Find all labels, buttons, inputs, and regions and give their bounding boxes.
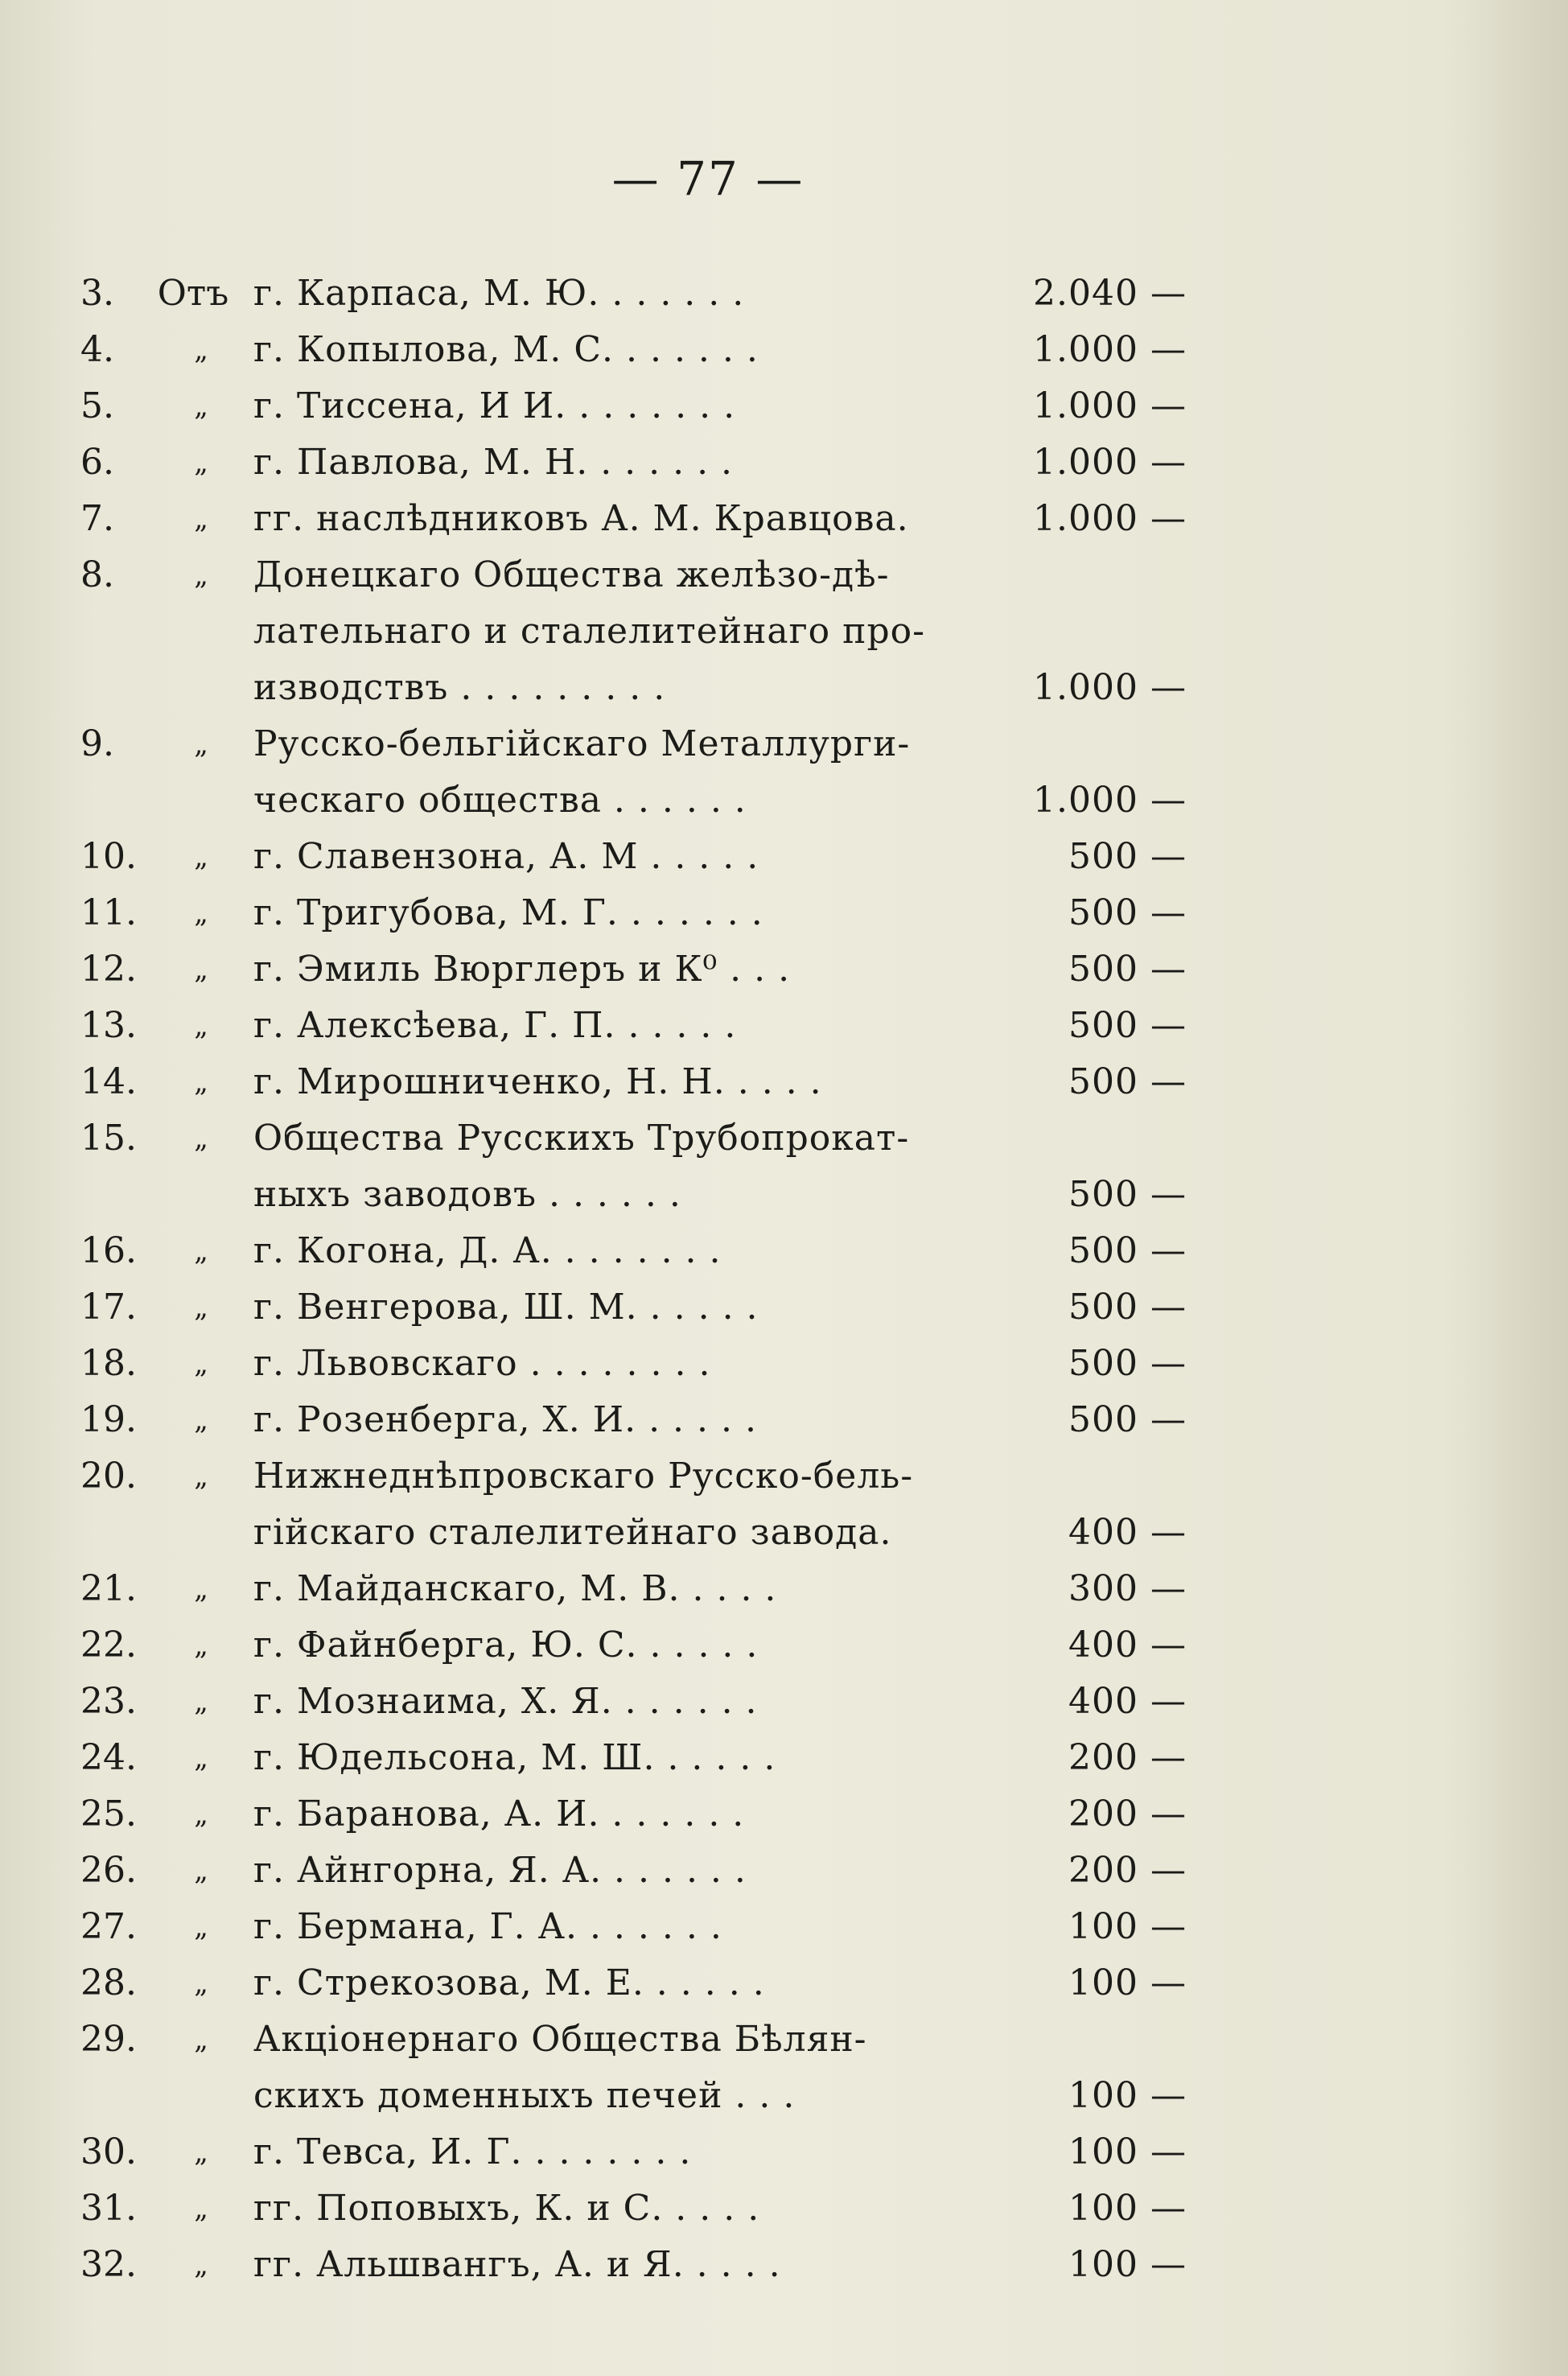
entry-amount: 400 [1068, 1624, 1138, 1666]
ditto-mark: „ [194, 1629, 208, 1662]
entry-dash: — [1150, 1624, 1186, 1666]
ditto-mark: „ [194, 390, 208, 422]
entry-number: 4. [80, 329, 114, 370]
entry-dash: — [1150, 442, 1186, 483]
list-item [80, 2124, 1186, 2180]
entry-name: ческаго общества . . . . . . [253, 780, 747, 821]
list-item [80, 1617, 1186, 1674]
entry-number: 14. [80, 1061, 137, 1102]
list-item [80, 1110, 1159, 1167]
entry-number: 5. [80, 385, 114, 426]
list-item [80, 1448, 1159, 1505]
entry-dash: — [1150, 1512, 1186, 1553]
entry-amount: 1.000 [1033, 498, 1138, 539]
entry-dash: — [1150, 1061, 1186, 1102]
entry-dash: — [1150, 949, 1186, 990]
entry-number: 24. [80, 1737, 137, 1778]
entry-amount: 100 [1068, 1962, 1138, 2003]
entry-name: гг. Поповыхъ, К. и С. . . . . [253, 2188, 760, 2229]
list-item [80, 1279, 1186, 1336]
entry-name: изводствъ . . . . . . . . . [253, 667, 666, 708]
entry-name: г. Юдельсона, М. Ш. . . . . . [253, 1737, 776, 1778]
entry-amount: 100 [1068, 2188, 1138, 2229]
entry-number: 3. [80, 273, 114, 314]
entry-name: скихъ доменныхъ печей . . . [253, 2075, 796, 2116]
entry-name: г. Айнгорна, Я. А. . . . . . . [253, 1850, 747, 1891]
entry-amount: 1.000 [1033, 329, 1138, 370]
entry-number: 12. [80, 949, 137, 990]
ditto-mark: „ [194, 1911, 208, 1943]
ditto-mark: „ [194, 1573, 208, 1605]
list-item [80, 716, 1159, 772]
list-item [80, 378, 1186, 434]
entry-dash: — [1150, 2188, 1186, 2229]
entry-number: 32. [80, 2244, 137, 2285]
entry-name: г. Бермана, Г. А. . . . . . . [253, 1906, 722, 1947]
entry-name: г. Копылова, М. С. . . . . . . [253, 329, 759, 370]
ditto-mark: „ [194, 1967, 208, 1999]
list-item [80, 829, 1186, 885]
entry-amount: 500 [1068, 1343, 1138, 1384]
entry-dash: — [1150, 1005, 1186, 1046]
entry-amount: 2.040 [1033, 273, 1138, 314]
list-item [80, 547, 1159, 603]
entry-amount: 1.000 [1033, 667, 1138, 708]
entry-number: 22. [80, 1624, 137, 1666]
list-item [80, 1674, 1186, 1730]
entry-number: 11. [80, 892, 137, 933]
ditto-mark: „ [194, 2193, 208, 2225]
entry-name: г. Баранова, А. И. . . . . . . [253, 1793, 745, 1835]
entry-number: 9. [80, 723, 114, 764]
entry-amount: 400 [1068, 1512, 1138, 1553]
entry-name: г. Файнберга, Ю. С. . . . . . [253, 1624, 759, 1666]
list-item [80, 1730, 1186, 1786]
ditto-mark: „ [194, 1855, 208, 1887]
entry-name: г. Мирошниченко, Н. Н. . . . . [253, 1061, 822, 1102]
entry-dash: — [1150, 1343, 1186, 1384]
ditto-mark: „ [194, 559, 208, 591]
ditto-mark: Отъ [157, 273, 229, 314]
entry-dash: — [1150, 2244, 1186, 2285]
entry-number: 23. [80, 1681, 137, 1722]
entry-amount: 500 [1068, 892, 1138, 933]
list-item [80, 603, 1159, 660]
entry-dash: — [1150, 1399, 1186, 1440]
ditto-mark: „ [194, 447, 208, 479]
ditto-mark: „ [194, 897, 208, 929]
page-number: — 77 — [611, 151, 805, 206]
entry-name: Донецкаго Общества желѣзо-дѣ- [253, 554, 890, 595]
list-item [80, 1223, 1186, 1279]
entry-number: 13. [80, 1005, 137, 1046]
entry-dash: — [1150, 2131, 1186, 2172]
entry-number: 25. [80, 1793, 137, 1835]
ditto-mark: „ [194, 953, 208, 986]
entry-number: 17. [80, 1287, 137, 1328]
entry-amount: 400 [1068, 1681, 1138, 1722]
list-item [80, 434, 1186, 491]
entry-name: Русско-бельгійскаго Металлурги- [253, 723, 911, 764]
entry-dash: — [1150, 385, 1186, 426]
entry-dash: — [1150, 1793, 1186, 1835]
entry-number: 8. [80, 554, 114, 595]
ditto-mark: „ [194, 1066, 208, 1098]
entry-amount: 200 [1068, 1850, 1138, 1891]
entry-name: г. Эмиль Вюрглеръ и К⁰ . . . [253, 949, 791, 990]
list-item [80, 2012, 1159, 2068]
entry-number: 16. [80, 1230, 137, 1271]
entry-number: 29. [80, 2019, 137, 2060]
entry-number: 19. [80, 1399, 137, 1440]
entry-name: г. Венгерова, Ш. М. . . . . . [253, 1287, 759, 1328]
entry-dash: — [1150, 836, 1186, 877]
entry-amount: 500 [1068, 1230, 1138, 1271]
entry-dash: — [1150, 667, 1186, 708]
entry-number: 7. [80, 498, 114, 539]
entry-number: 30. [80, 2131, 137, 2172]
entry-name: ныхъ заводовъ . . . . . . [253, 1174, 681, 1215]
entry-number: 31. [80, 2188, 137, 2229]
entry-name: Общества Русскихъ Трубопрокат- [253, 1118, 910, 1159]
ditto-mark: „ [194, 1404, 208, 1436]
entry-number: 18. [80, 1343, 137, 1384]
entry-dash: — [1150, 2075, 1186, 2116]
list-item [80, 1505, 1186, 1561]
entry-dash: — [1150, 498, 1186, 539]
list-item [80, 660, 1186, 716]
entry-amount: 300 [1068, 1568, 1138, 1609]
entry-amount: 100 [1068, 2131, 1138, 2172]
entry-name: г. Розенберга, Х. И. . . . . . [253, 1399, 757, 1440]
list-item [80, 1843, 1186, 1899]
entry-name: г. Тиссена, И И. . . . . . . . [253, 385, 736, 426]
entry-number: 26. [80, 1850, 137, 1891]
entry-dash: — [1150, 1287, 1186, 1328]
entry-amount: 100 [1068, 1906, 1138, 1947]
ditto-mark: „ [194, 1348, 208, 1380]
list-item [80, 266, 1186, 322]
entry-name: г. Тевса, И. Г. . . . . . . . [253, 2131, 692, 2172]
donor-list [80, 266, 1186, 2293]
entry-number: 27. [80, 1906, 137, 1947]
entry-name: г. Стрекозова, М. Е. . . . . . [253, 1962, 765, 2003]
list-item [80, 1054, 1186, 1110]
ditto-mark: „ [194, 2136, 208, 2168]
list-item [80, 1899, 1186, 1955]
entry-dash: — [1150, 329, 1186, 370]
entry-name: г. Львовскаго . . . . . . . . [253, 1343, 711, 1384]
entry-name: г. Павлова, М. Н. . . . . . . [253, 442, 734, 483]
ditto-mark: „ [194, 841, 208, 873]
list-item [80, 1336, 1186, 1392]
entry-name: Нижнеднѣпровскаго Русско-бель- [253, 1456, 914, 1497]
list-item [80, 322, 1186, 378]
ditto-mark: „ [194, 1798, 208, 1830]
entry-name: г. Карпаса, М. Ю. . . . . . . [253, 273, 745, 314]
list-item [80, 1561, 1186, 1617]
entry-dash: — [1150, 1230, 1186, 1271]
list-item [80, 998, 1186, 1054]
entry-amount: 1.000 [1033, 442, 1138, 483]
entry-number: 28. [80, 1962, 137, 2003]
list-item [80, 1955, 1186, 2012]
entry-dash: — [1150, 1962, 1186, 2003]
entry-number: 10. [80, 836, 137, 877]
entry-number: 6. [80, 442, 114, 483]
entry-amount: 100 [1068, 2244, 1138, 2285]
entry-dash: — [1150, 1850, 1186, 1891]
ditto-mark: „ [194, 2249, 208, 2281]
ditto-mark: „ [194, 1460, 208, 1493]
entry-amount: 1.000 [1033, 780, 1138, 821]
entry-name: гг. Альшвангъ, А. и Я. . . . . [253, 2244, 781, 2285]
ditto-mark: „ [194, 2024, 208, 2056]
entry-dash: — [1150, 1174, 1186, 1215]
entry-amount: 500 [1068, 1287, 1138, 1328]
entry-amount: 100 [1068, 2075, 1138, 2116]
list-item [80, 491, 1186, 547]
entry-name: лательнаго и сталелитейнаго про- [253, 611, 925, 652]
entry-dash: — [1150, 273, 1186, 314]
entry-amount: 500 [1068, 1399, 1138, 1440]
list-item [80, 2068, 1186, 2124]
ditto-mark: „ [194, 503, 208, 535]
list-item [80, 2180, 1186, 2237]
ditto-mark: „ [194, 728, 208, 760]
entry-name: гг. наслѣдниковъ А. М. Кравцова. [253, 498, 909, 539]
list-item [80, 2237, 1186, 2293]
ditto-mark: „ [194, 334, 208, 366]
ditto-mark: „ [194, 1742, 208, 1774]
list-item [80, 1786, 1186, 1843]
entry-amount: 500 [1068, 1174, 1138, 1215]
entry-amount: 500 [1068, 949, 1138, 990]
entry-name: г. Тригубова, М. Г. . . . . . . [253, 892, 763, 933]
ditto-mark: „ [194, 1291, 208, 1324]
ditto-mark: „ [194, 1686, 208, 1718]
entry-amount: 500 [1068, 836, 1138, 877]
entry-name: г. Когона, Д. А. . . . . . . . [253, 1230, 722, 1271]
entry-name: гійскаго сталелитейнаго завода. [253, 1512, 892, 1553]
entry-name: г. Майданскаго, М. В. . . . . [253, 1568, 777, 1609]
ditto-mark: „ [194, 1122, 208, 1155]
entry-dash: — [1150, 780, 1186, 821]
entry-name: Акціонернаго Общества Бѣлян- [253, 2019, 867, 2060]
list-item [80, 772, 1186, 829]
list-item [80, 885, 1186, 941]
entry-dash: — [1150, 1737, 1186, 1778]
entry-name: г. Алексѣева, Г. П. . . . . . [253, 1005, 737, 1046]
entry-number: 21. [80, 1568, 137, 1609]
entry-number: 20. [80, 1456, 137, 1497]
entry-dash: — [1150, 1906, 1186, 1947]
entry-amount: 500 [1068, 1005, 1138, 1046]
list-item [80, 941, 1186, 998]
entry-number: 15. [80, 1118, 137, 1159]
entry-dash: — [1150, 892, 1186, 933]
entry-name: г. Мознаима, Х. Я. . . . . . . [253, 1681, 758, 1722]
entry-amount: 200 [1068, 1793, 1138, 1835]
list-item [80, 1167, 1186, 1223]
ditto-mark: „ [194, 1010, 208, 1042]
entry-name: г. Славензона, А. М . . . . . [253, 836, 759, 877]
entry-amount: 500 [1068, 1061, 1138, 1102]
ditto-mark: „ [194, 1235, 208, 1267]
entry-dash: — [1150, 1681, 1186, 1722]
list-item [80, 1392, 1186, 1448]
entry-amount: 200 [1068, 1737, 1138, 1778]
entry-dash: — [1150, 1568, 1186, 1609]
entry-amount: 1.000 [1033, 385, 1138, 426]
